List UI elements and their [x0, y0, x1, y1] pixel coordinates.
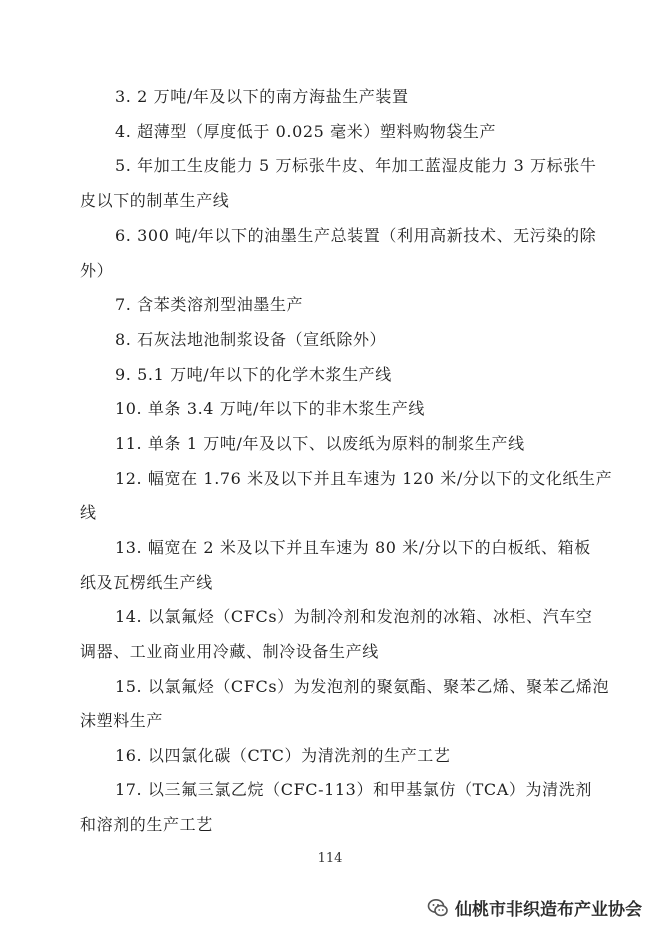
- list-item-3: 3. 2 万吨/年及以下的南方海盐生产装置: [115, 87, 409, 106]
- list-item-12: 12. 幅宽在 1.76 米及以下并且车速为 120 米/分以下的文化纸生产: [115, 469, 613, 488]
- list-item-13: 13. 幅宽在 2 米及以下并且车速为 80 米/分以下的白板纸、箱板: [115, 538, 591, 557]
- list-item-9: 9. 5.1 万吨/年以下的化学木浆生产线: [115, 365, 392, 384]
- list-item-14-cont: 调器、工业商业用冷藏、制冷设备生产线: [80, 642, 379, 661]
- list-item-17: 17. 以三氟三氯乙烷（CFC-113）和甲基氯仿（TCA）为清洗剂: [115, 780, 592, 799]
- list-item-8: 8. 石灰法地池制浆设备（宣纸除外）: [115, 330, 387, 349]
- list-item-6: 6. 300 吨/年以下的油墨生产总装置（利用高新技术、无污染的除: [115, 226, 597, 245]
- list-item-5-cont: 皮以下的制革生产线: [80, 191, 230, 210]
- wechat-icon: [427, 897, 449, 919]
- list-item-15-cont: 沫塑料生产: [80, 711, 164, 730]
- list-item-16: 16. 以四氯化碳（CTC）为清洗剂的生产工艺: [115, 746, 451, 765]
- list-item-12-cont: 线: [80, 503, 97, 522]
- list-item-14: 14. 以氯氟烃（CFCs）为制冷剂和发泡剂的冰箱、冰柜、汽车空: [115, 607, 593, 626]
- list-item-11: 11. 单条 1 万吨/年及以下、以废纸为原料的制浆生产线: [115, 434, 525, 453]
- list-item-13-cont: 纸及瓦楞纸生产线: [80, 573, 213, 592]
- watermark-text: 仙桃市非织造布产业协会: [455, 900, 642, 920]
- list-item-5: 5. 年加工生皮能力 5 万标张牛皮、年加工蓝湿皮能力 3 万标张牛: [115, 156, 597, 175]
- list-item-10: 10. 单条 3.4 万吨/年以下的非木浆生产线: [115, 399, 425, 418]
- list-item-17-cont: 和溶剂的生产工艺: [80, 815, 213, 834]
- page-number: 114: [317, 851, 343, 866]
- list-item-15: 15. 以氯氟烃（CFCs）为发泡剂的聚氨酯、聚苯乙烯、聚苯乙烯泡: [115, 677, 610, 696]
- list-item-4: 4. 超薄型（厚度低于 0.025 毫米）塑料购物袋生产: [115, 122, 497, 141]
- list-item-6-cont: 外）: [80, 261, 114, 280]
- watermark: [427, 895, 642, 920]
- list-item-7: 7. 含苯类溶剂型油墨生产: [115, 295, 304, 314]
